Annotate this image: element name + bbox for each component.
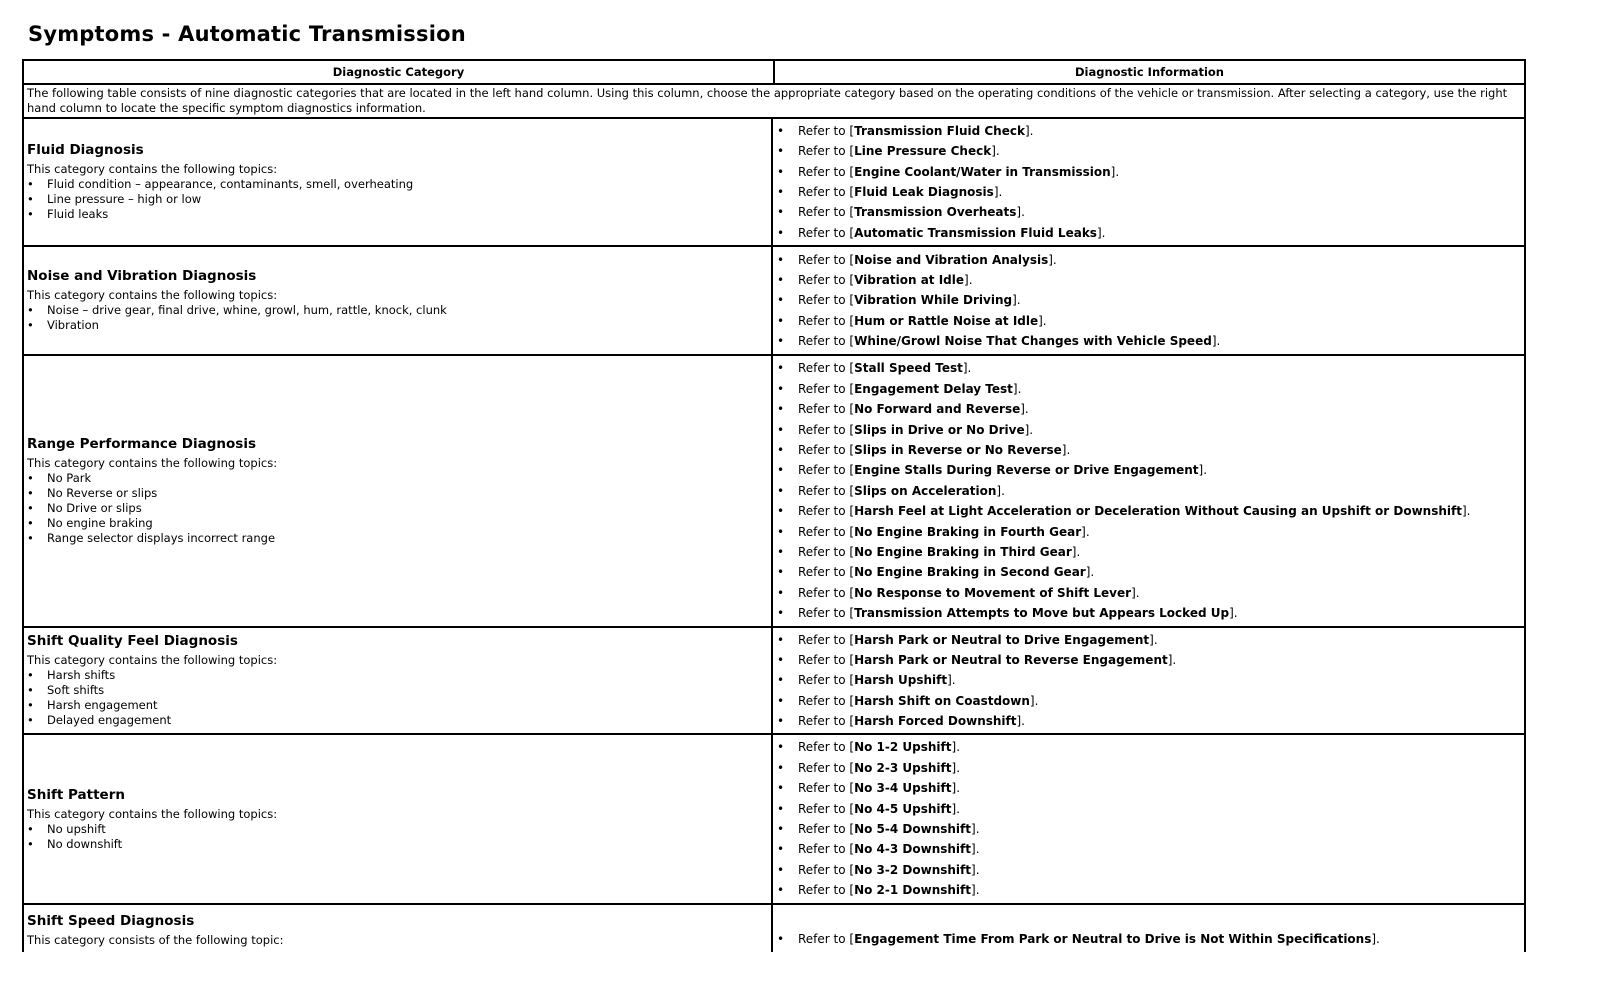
reference-link[interactable]: Transmission Attempts to Move but Appears Locked Up [854, 606, 1230, 621]
reference-item [777, 141, 1524, 161]
reference-link[interactable]: No 2-1 Downshift [854, 883, 972, 898]
topic-item: • No Park [27, 471, 768, 486]
category-title: Shift Speed Diagnosis [27, 913, 195, 929]
refer-prefix: Refer to [ [798, 463, 855, 478]
category-title: Shift Pattern [27, 786, 125, 803]
info-cell [773, 905, 1524, 952]
table-row [24, 905, 1524, 952]
refer-suffix: ]. [951, 740, 961, 755]
info-cell [773, 247, 1524, 354]
reference-item [777, 290, 1524, 310]
category-description: This category contains the following topics: [27, 162, 278, 176]
refer-prefix: Refer to [ [798, 483, 855, 498]
refer-suffix: ]. [1012, 381, 1022, 396]
refer-suffix: ]. [1461, 504, 1471, 519]
reference-item [777, 223, 1524, 243]
reference-link[interactable]: Vibration at Idle [854, 272, 965, 287]
category-description: This category consists of the following topic: [27, 933, 284, 947]
refer-prefix: Refer to [ [798, 883, 855, 898]
refer-suffix: ]. [1081, 524, 1090, 539]
topic-list [27, 822, 768, 852]
reference-link[interactable]: Harsh Park or Neutral to Drive Engagement [854, 632, 1150, 647]
reference-item [777, 860, 1524, 880]
refer-prefix: Refer to [ [798, 164, 855, 179]
topic-item: • Harsh shifts [27, 668, 768, 683]
refer-prefix: Refer to [ [798, 652, 855, 667]
reference-item [777, 737, 1524, 757]
refer-suffix: ]. [1061, 443, 1071, 458]
refer-suffix: ]. [1211, 334, 1221, 349]
refer-suffix: ]. [1167, 652, 1177, 667]
topic-list [27, 668, 768, 728]
topic-list [27, 303, 768, 333]
refer-suffix: ]. [1371, 932, 1380, 946]
topic-item: • Fluid leaks [27, 207, 768, 222]
info-cell [773, 356, 1524, 626]
reference-link[interactable]: Stall Speed Test [854, 361, 963, 376]
refer-prefix: Refer to [ [798, 313, 855, 328]
category-cell [24, 247, 773, 354]
refer-prefix: Refer to [ [798, 381, 855, 396]
reference-link[interactable]: No Engine Braking in Fourth Gear [854, 524, 1082, 539]
info-cell [773, 628, 1524, 733]
reference-item [777, 542, 1524, 562]
category-cell [24, 905, 773, 952]
reference-item [777, 331, 1524, 351]
reference-item [777, 758, 1524, 778]
refer-suffix: ]. [962, 361, 972, 376]
info-cell [773, 119, 1524, 245]
refer-suffix: ]. [971, 883, 980, 898]
refer-suffix: ]. [1020, 402, 1029, 417]
reference-link[interactable]: Line Pressure Check [854, 144, 992, 159]
reference-link[interactable]: Harsh Upshift [854, 673, 948, 688]
reference-item [777, 182, 1524, 202]
refer-suffix: ]. [991, 144, 1000, 159]
reference-link[interactable]: No 1-2 Upshift [854, 740, 952, 755]
topic-item: • Soft shifts [27, 683, 768, 698]
refer-prefix: Refer to [ [798, 185, 855, 199]
page-title: Symptoms - Automatic Transmission [28, 22, 466, 46]
refer-suffix: ]. [1085, 565, 1095, 580]
reference-link[interactable]: No 4-3 Downshift [854, 842, 972, 857]
reference-link[interactable]: Engagement Time From Park or Neutral to Drive is Not Within Specifications [854, 932, 1372, 946]
refer-prefix: Refer to [ [798, 714, 855, 729]
category-description: This category contains the following topics: [27, 288, 278, 302]
category-title: Shift Quality Feel Diagnosis [27, 633, 238, 649]
refer-prefix: Refer to [ [798, 632, 855, 647]
refer-suffix: ]. [951, 781, 961, 796]
reference-item [777, 562, 1524, 582]
refer-prefix: Refer to [ [798, 740, 855, 755]
refer-suffix: ]. [951, 801, 961, 816]
reference-link[interactable]: No 2-3 Upshift [854, 760, 952, 775]
reference-item [777, 670, 1524, 690]
reference-item [777, 311, 1524, 331]
reference-item [777, 121, 1524, 141]
topic-list [27, 471, 768, 546]
refer-suffix: ]. [1131, 585, 1140, 600]
refer-prefix: Refer to [ [798, 293, 855, 308]
category-cell [24, 356, 773, 626]
refer-suffix: ]. [1024, 123, 1034, 138]
topic-item: • No Drive or slips [27, 501, 768, 516]
reference-link[interactable]: No 5-4 Downshift [854, 822, 972, 836]
reference-link[interactable]: Harsh Feel at Light Acceleration or Deceleration Without Causing an Upshift or Downshift [854, 504, 1462, 519]
reference-link[interactable]: Engine Coolant/Water in Transmission [854, 164, 1111, 179]
reference-item [777, 799, 1524, 819]
refer-suffix: ]. [1012, 293, 1021, 308]
reference-link[interactable]: Engagement Delay Test [854, 381, 1013, 396]
reference-link[interactable]: Harsh Park or Neutral to Reverse Engagement [854, 652, 1168, 667]
reference-link[interactable]: No Engine Braking in Third Gear [854, 544, 1072, 559]
reference-item [777, 880, 1524, 900]
reference-item [777, 839, 1524, 859]
refer-prefix: Refer to [ [798, 822, 855, 836]
refer-prefix: Refer to [ [798, 606, 855, 621]
info-cell [773, 735, 1524, 903]
reference-link[interactable]: No 3-2 Downshift [854, 862, 972, 877]
refer-suffix: ]. [1016, 205, 1025, 220]
reference-link[interactable]: No 3-4 Upshift [854, 781, 952, 796]
table-header [24, 61, 1524, 85]
refer-suffix: ]. [1024, 422, 1034, 437]
refer-suffix: ]. [1096, 225, 1106, 240]
reference-link[interactable]: Fluid Leak Diagnosis [854, 185, 994, 199]
table-row [24, 628, 1524, 735]
topic-item: • Line pressure – high or low [27, 192, 768, 207]
refer-suffix: ]. [1029, 693, 1039, 708]
category-title: Noise and Vibration Diagnosis [27, 268, 257, 284]
reference-item [777, 522, 1524, 542]
reference-item [777, 460, 1524, 480]
refer-prefix: Refer to [ [798, 361, 855, 376]
refer-prefix: Refer to [ [798, 123, 855, 138]
refer-suffix: ]. [971, 862, 980, 877]
category-cell [24, 735, 773, 903]
reference-link[interactable]: Transmission Fluid Check [854, 123, 1025, 138]
category-cell [24, 119, 773, 245]
reference-item [777, 162, 1524, 182]
reference-link[interactable]: Engine Stalls During Reverse or Drive Engagement [854, 463, 1199, 478]
topic-item: • Noise – drive gear, final drive, whine, growl, hum, rattle, knock, clunk [27, 303, 768, 318]
refer-suffix: ]. [993, 185, 1003, 199]
reference-item [777, 250, 1524, 270]
intro-text: The following table consists of nine diagnostic categories that are located in the left hand column. Using this column, choose the appropriate category based on the operating conditions of the vehicle or transmission. After selecting a category, use the right hand column to locate the specific symptom diagnostics information. [24, 85, 1524, 119]
refer-prefix: Refer to [ [798, 544, 855, 559]
refer-prefix: Refer to [ [798, 585, 855, 600]
refer-prefix: Refer to [ [798, 225, 855, 240]
reference-link[interactable]: Slips in Reverse or No Reverse [854, 443, 1062, 458]
reference-item [777, 630, 1524, 650]
refer-suffix: ]. [1149, 632, 1158, 647]
refer-suffix: ]. [1016, 714, 1025, 729]
refer-suffix: ]. [971, 822, 980, 836]
refer-prefix: Refer to [ [798, 334, 855, 349]
diagnostic-table [22, 59, 1526, 952]
table-body [24, 119, 1524, 952]
table-row [24, 119, 1524, 247]
refer-prefix: Refer to [ [798, 801, 855, 816]
reference-link[interactable]: Slips in Drive or No Drive [854, 422, 1025, 437]
refer-suffix: ]. [1048, 252, 1057, 267]
table-row [24, 247, 1524, 356]
refer-suffix: ]. [996, 483, 1005, 498]
reference-link[interactable]: Transmission Overheats [854, 205, 1017, 220]
topic-item: • No upshift [27, 822, 768, 837]
reference-item [777, 358, 1524, 378]
refer-prefix: Refer to [ [798, 144, 855, 159]
refer-prefix: Refer to [ [798, 252, 855, 267]
column-header-info: Diagnostic Information [1075, 65, 1224, 79]
refer-prefix: Refer to [ [798, 862, 855, 877]
reference-link[interactable]: Harsh Shift on Coastdown [854, 693, 1030, 708]
topic-item: • No engine braking [27, 516, 768, 531]
reference-link[interactable]: No 4-5 Upshift [854, 801, 952, 816]
reference-link[interactable]: Automatic Transmission Fluid Leaks [854, 225, 1097, 240]
topic-item: • Vibration [27, 318, 768, 333]
refer-prefix: Refer to [ [798, 693, 855, 708]
reference-link[interactable]: Noise and Vibration Analysis [854, 252, 1049, 267]
category-description: This category contains the following topics: [27, 456, 278, 470]
table-row [24, 356, 1524, 628]
refer-suffix: ]. [1110, 164, 1120, 179]
refer-prefix: Refer to [ [798, 272, 855, 287]
reference-link[interactable]: Slips on Acceleration [854, 483, 997, 498]
reference-link[interactable]: Whine/Growl Noise That Changes with Vehicle Speed [854, 334, 1212, 349]
refer-prefix: Refer to [ [798, 781, 855, 796]
reference-item [777, 270, 1524, 290]
category-description: This category contains the following topics: [27, 653, 278, 667]
refer-prefix: Refer to [ [798, 402, 855, 417]
reference-item [777, 583, 1524, 603]
reference-item [777, 399, 1524, 419]
category-cell [24, 628, 773, 733]
reference-link[interactable]: No Engine Braking in Second Gear [854, 565, 1086, 580]
refer-prefix: Refer to [ [798, 504, 855, 519]
column-header-category: Diagnostic Category [24, 61, 775, 83]
reference-item [777, 420, 1524, 440]
reference-item [777, 481, 1524, 501]
refer-suffix: ]. [947, 673, 956, 688]
refer-prefix: Refer to [ [798, 205, 855, 220]
reference-item [777, 379, 1524, 399]
reference-item [777, 202, 1524, 222]
reference-item [777, 440, 1524, 460]
topic-item: • Fluid condition – appearance, contaminants, smell, overheating [27, 177, 768, 192]
reference-item [777, 711, 1524, 731]
topic-item: • Harsh engagement [27, 698, 768, 713]
refer-prefix: Refer to [ [798, 932, 855, 946]
reference-item [777, 501, 1524, 521]
reference-item [777, 778, 1524, 798]
refer-suffix: ]. [1198, 463, 1208, 478]
refer-prefix: Refer to [ [798, 422, 855, 437]
refer-prefix: Refer to [ [798, 443, 855, 458]
refer-prefix: Refer to [ [798, 565, 855, 580]
reference-item [777, 691, 1524, 711]
category-title: Fluid Diagnosis [27, 142, 144, 158]
topic-item: • No downshift [27, 837, 768, 852]
refer-suffix: ]. [1038, 313, 1047, 328]
reference-link[interactable]: Vibration While Driving [854, 293, 1013, 308]
reference-link[interactable]: Hum or Rattle Noise at Idle [854, 313, 1039, 328]
refer-suffix: ]. [951, 760, 961, 775]
refer-prefix: Refer to [ [798, 524, 855, 539]
topic-list [27, 177, 768, 222]
reference-item [777, 650, 1524, 670]
reference-item [777, 603, 1524, 623]
topic-item: • No Reverse or slips [27, 486, 768, 501]
category-description: This category contains the following topics: [27, 806, 278, 821]
refer-suffix: ]. [1229, 606, 1238, 621]
reference-link[interactable]: Harsh Forced Downshift [854, 714, 1017, 729]
reference-link[interactable]: No Response to Movement of Shift Lever [854, 585, 1132, 600]
table-row [24, 735, 1524, 905]
refer-suffix: ]. [971, 842, 980, 857]
category-title: Range Performance Diagnosis [27, 436, 256, 452]
topic-item: • Range selector displays incorrect range [27, 531, 768, 546]
refer-suffix: ]. [1071, 544, 1081, 559]
topic-item: • Delayed engagement [27, 713, 768, 728]
refer-suffix: ]. [964, 272, 973, 287]
reference-link[interactable]: No Forward and Reverse [854, 402, 1021, 417]
refer-prefix: Refer to [ [798, 673, 855, 688]
reference-item [777, 929, 1524, 949]
reference-item [777, 819, 1524, 839]
refer-prefix: Refer to [ [798, 842, 855, 857]
refer-prefix: Refer to [ [798, 760, 855, 775]
